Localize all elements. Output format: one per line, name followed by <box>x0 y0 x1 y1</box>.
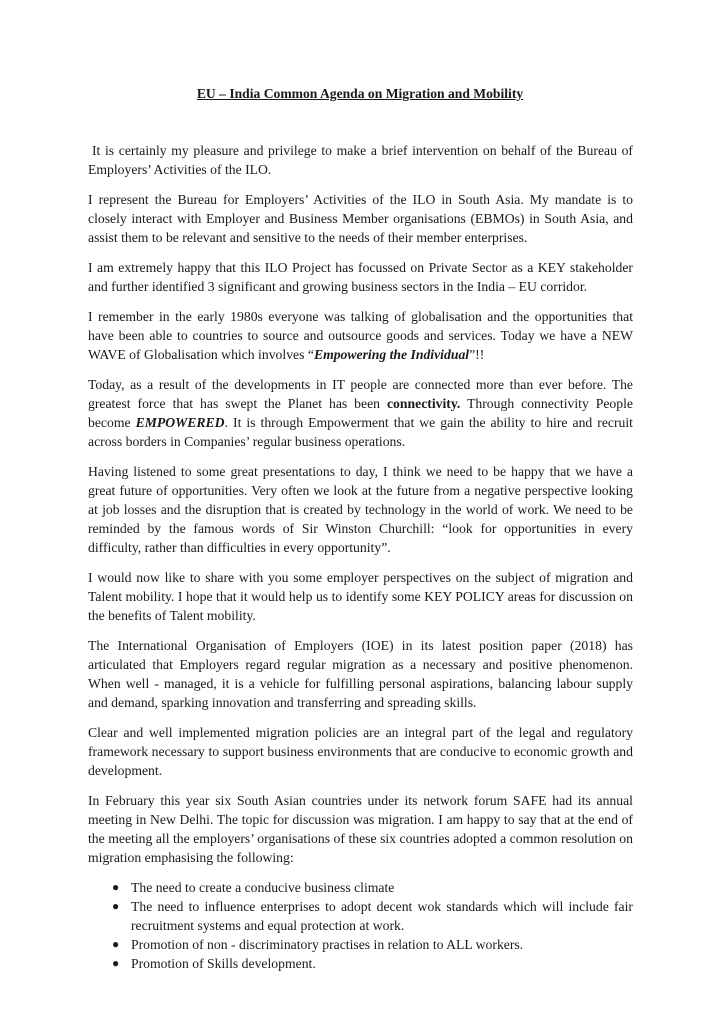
emphasis-empowering-individual: Empowering the Individual <box>313 347 470 362</box>
bullet-icon: ● <box>112 956 120 970</box>
paragraph-5-a: Today, as a result of the developments in IT people are connected more than ever before. The greatest force that has swept the Planet has been <box>88 377 633 411</box>
bullet-icon: ● <box>112 937 120 951</box>
paragraph-5 <box>88 375 633 451</box>
paragraph-9: Clear and well implemented migration policies are an integral part of the legal and regulatory framework necessary to support business environments that are conducive to economic growth and development. <box>88 725 633 778</box>
list-item <box>88 878 633 897</box>
list-item-text: Promotion of Skills development. <box>131 956 316 971</box>
document-title: EU – India Common Agenda on Migration and Mobility <box>196 86 524 101</box>
list-item-text: Promotion of non - discriminatory practises in relation to ALL workers. <box>131 937 524 952</box>
list-item <box>88 897 633 935</box>
paragraph-4-end: ”!! <box>469 347 485 362</box>
paragraph-4 <box>88 307 633 364</box>
paragraph-4-text: I remember in the early 1980s everyone was talking of globalisation and the opportunities that have been able to countries to source and outsource goods and services. Today we have a NEW WAVE of Globalisation which involves “ <box>88 309 633 362</box>
list-item-text: The need to influence enterprises to adopt decent wok standards which will include fair recruitment systems and equal protection at work. <box>131 899 633 933</box>
bullet-icon: ● <box>112 899 120 913</box>
list-item <box>88 954 633 973</box>
paragraph-7: I would now like to share with you some employer perspectives on the subject of migration and Talent mobility. I hope that it would help us to identify some KEY POLICY areas for discussion on the benefits of Talent mobility. <box>88 570 633 623</box>
list-item <box>88 935 633 954</box>
paragraph-10: In February this year six South Asian countries under its network forum SAFE had its annual meeting in New Delhi. The topic for discussion was migration. I am happy to say that at the end of the meeting all the employers’ organisations of these six countries adopted a common resolution on migration emphasising the following: <box>88 793 633 865</box>
document-body <box>88 141 633 973</box>
paragraph-1: It is certainly my pleasure and privilege to make a brief intervention on behalf of the Bureau of Employers’ Activities of the ILO. <box>88 143 633 177</box>
paragraph-8: The International Organisation of Employers (IOE) in its latest position paper (2018) has articulated that Employers regard regular migration as a necessary and positive phenomenon. When well - managed, it is a vehicle for fulfilling personal aspirations, balancing labour supply and demand, sparking innovation and transferring and spreading skills. <box>88 638 633 710</box>
paragraph-5-c: . It is through Empowerment that we gain the ability to hire and recruit across borders in Companies’ regular business operations. <box>88 415 633 449</box>
paragraph-5-b: Through connectivity People become <box>88 396 633 430</box>
paragraph-2: I represent the Bureau for Employers’ Activities of the ILO in South Asia. My mandate is to closely interact with Employer and Business Member organisations (EBMOs) in South Asia, and assist them to be relevant and sensitive to the needs of their member enterprises. <box>88 192 633 245</box>
resolution-bullet-list <box>88 878 633 973</box>
bold-connectivity: connectivity. <box>386 396 461 411</box>
paragraph-3: I am extremely happy that this ILO Project has focussed on Private Sector as a KEY stakeholder and further identified 3 significant and growing business sectors in the India – EU corridor. <box>88 260 633 294</box>
paragraph-6: Having listened to some great presentations to day, I think we need to be happy that we have a great future of opportunities. Very often we look at the future from a negative perspective looking at job losses and the disruption that is created by technology in the world of work. We need to be reminded by the famous words of Sir Winston Churchill: “look for opportunities in every difficulty, rather than difficulties in every opportunity”. <box>88 464 633 555</box>
list-item-text: The need to create a conducive business climate <box>131 880 395 895</box>
emphasis-empowered: EMPOWERED <box>135 415 225 430</box>
bullet-icon: ● <box>112 880 120 894</box>
